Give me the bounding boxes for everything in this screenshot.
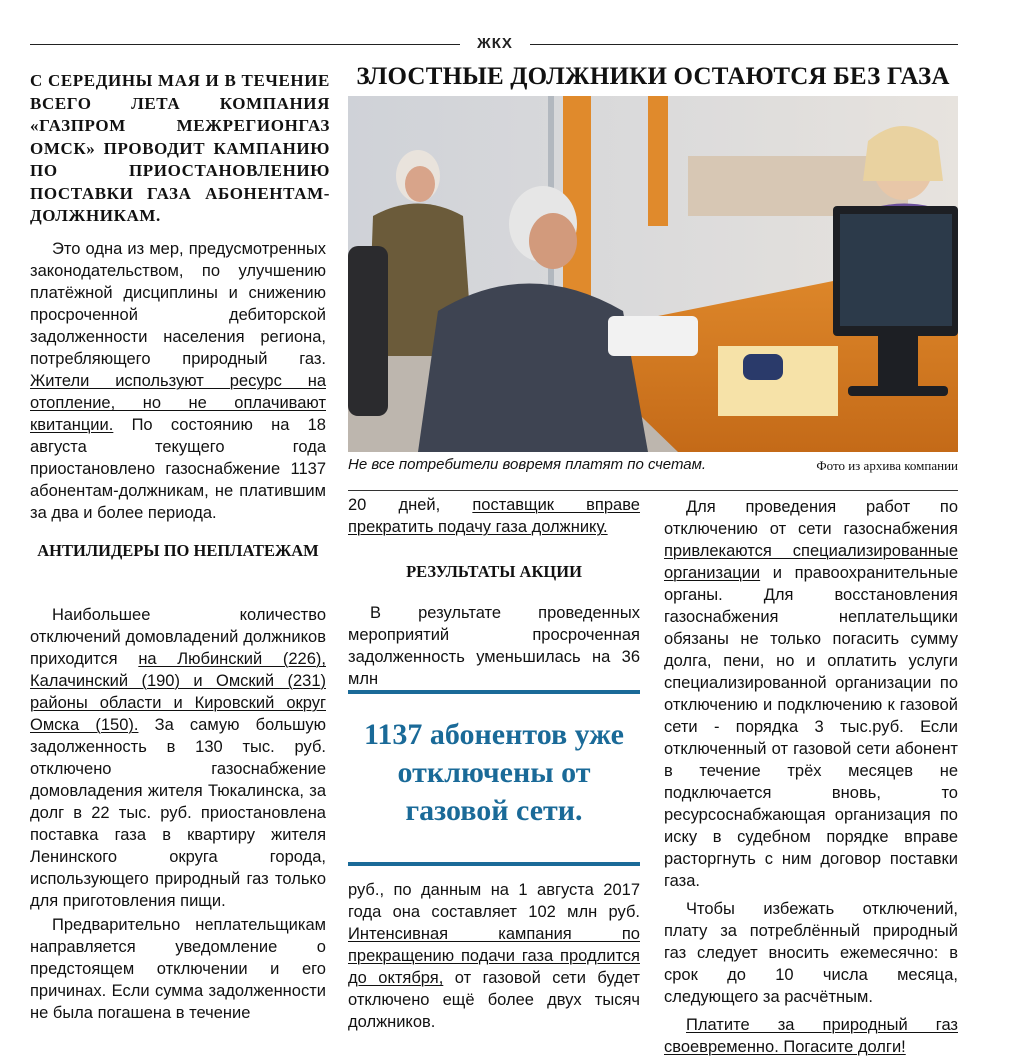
column-2-part-1: [348, 494, 640, 538]
paragraph: Предварительно неплательщикам направляется уведомление о предстоящем отключении и его причинах. Если сумма задолженности не была погашена в течение: [30, 916, 326, 1022]
column-1-part-1: [30, 238, 326, 524]
underlined-text: привлекаются специализированные организации: [664, 542, 958, 582]
text-run: руб., по данным на 1 августа 2017 года она составляет 102 млн руб.: [348, 881, 640, 921]
lead-paragraph: С СЕРЕДИНЫ МАЯ И В ТЕЧЕНИЕ ВСЕГО ЛЕТА КОМПАНИЯ «ГАЗПРОМ МЕЖРЕГИОНГАЗ ОМСК» ПРОВОДИТ КАМПАНИЮ ПО ПРИОСТАНОВЛЕНИЮ ПОСТАВКИ ГАЗА АБОНЕНТАМ-ДОЛЖНИКАМ.: [30, 71, 330, 225]
text-run: Это одна из мер, предусмотренных законодательством, по улучшению платёжной дисциплины и снижению просроченной дебиторской задолженности населения региона, потребляющего природный газ.: [30, 240, 326, 368]
paragraph: Чтобы избежать отключений, плату за потреблённый природный газ следует вносить ежемесячно: в срок до 10 числа месяца, следующего за расчётным.: [664, 900, 958, 1006]
photo-illustration: [348, 96, 958, 452]
headline: ЗЛОСТНЫЕ ДОЛЖНИКИ ОСТАЮТСЯ БЕЗ ГАЗА: [356, 63, 950, 90]
column-top-rule: [348, 490, 958, 491]
paragraph: [348, 494, 640, 538]
text-run: За самую большую задолженность в 130 тыс. руб. отключено газоснабжение домовладения жителя Тюкалинска, за долг в 22 тыс. руб. приостановлена поставка газа в квартиру жителя Ленинского округа города, использующего природный газ только для приготовления пищи.: [30, 716, 327, 910]
column-1-part-2: [30, 604, 326, 1024]
underlined-text: поставщик вправе прекратить подачу газа должнику.: [348, 496, 640, 536]
call-to-action: Платите за природный газ своевременно. Погасите долги!: [664, 1016, 958, 1056]
text-run: Для проведения работ по отключению от сети газоснабжения: [664, 498, 958, 538]
text-run: 20 дней,: [348, 496, 473, 514]
underlined-text: на Любинский (226), Калачинский (190) и Омский (231) районы области и Кировский округ Омска (150).: [30, 650, 326, 734]
underlined-text: Жители используют ресурс на отопление, но не оплачивают квитанции.: [30, 372, 326, 434]
section-tag: ЖКХ: [460, 35, 530, 52]
photo-caption: Не все потребители вовремя платят по счетам.: [348, 456, 707, 473]
paragraph: [30, 604, 326, 912]
text-run: Наибольшее количество отключений домовладений должников приходится: [30, 606, 326, 668]
paragraph: В результате проведенных мероприятий просроченная задолженность уменьшилась на 36 млн: [348, 604, 640, 688]
subhead-antileaders: АНТИЛИДЕРЫ ПО НЕПЛАТЕЖАМ: [37, 541, 319, 560]
news-photo: [348, 96, 958, 452]
text-run: и правоохранительные органы. Для восстановления газоснабжения неплательщики обязаны не только погасить сумму долга, пени, но и оплатить услуги специализированной организации по отключению и подключению к газовой сети - порядка 3 тыс.руб. Если отключенный от газовой сети абонент в течение трёх месяцев не подключается вновь, то ресурсоснабжающая организация по иску в судебном порядке вправе расторгнуть с ним договор поставки газа.: [664, 564, 958, 890]
column-2-part-3: [348, 879, 640, 1033]
column-3: [664, 496, 958, 1058]
paragraph: [664, 1014, 958, 1058]
pull-quote-box: [348, 690, 640, 866]
pull-quote: 1137 абонентов уже отключены от газовой сети.: [364, 718, 624, 827]
paragraph: [664, 496, 958, 892]
column-2-part-2: [348, 602, 640, 690]
text-run: По состоянию на 18 августа текущего года приостановлено газоснабжение 1137 абонентам-должникам, не платившим за два и более периода.: [30, 416, 326, 522]
underlined-text: Интенсивная кампания по прекращению подачи газа продлится до октября,: [348, 925, 640, 987]
subhead-results: РЕЗУЛЬТАТЫ АКЦИИ: [406, 562, 582, 581]
photo-credit: Фото из архива компании: [816, 458, 958, 473]
paragraph: [30, 238, 326, 524]
text-run: от газовой сети будет отключено ещё более двух тысяч должников.: [348, 969, 640, 1031]
paragraph: [348, 879, 640, 1033]
